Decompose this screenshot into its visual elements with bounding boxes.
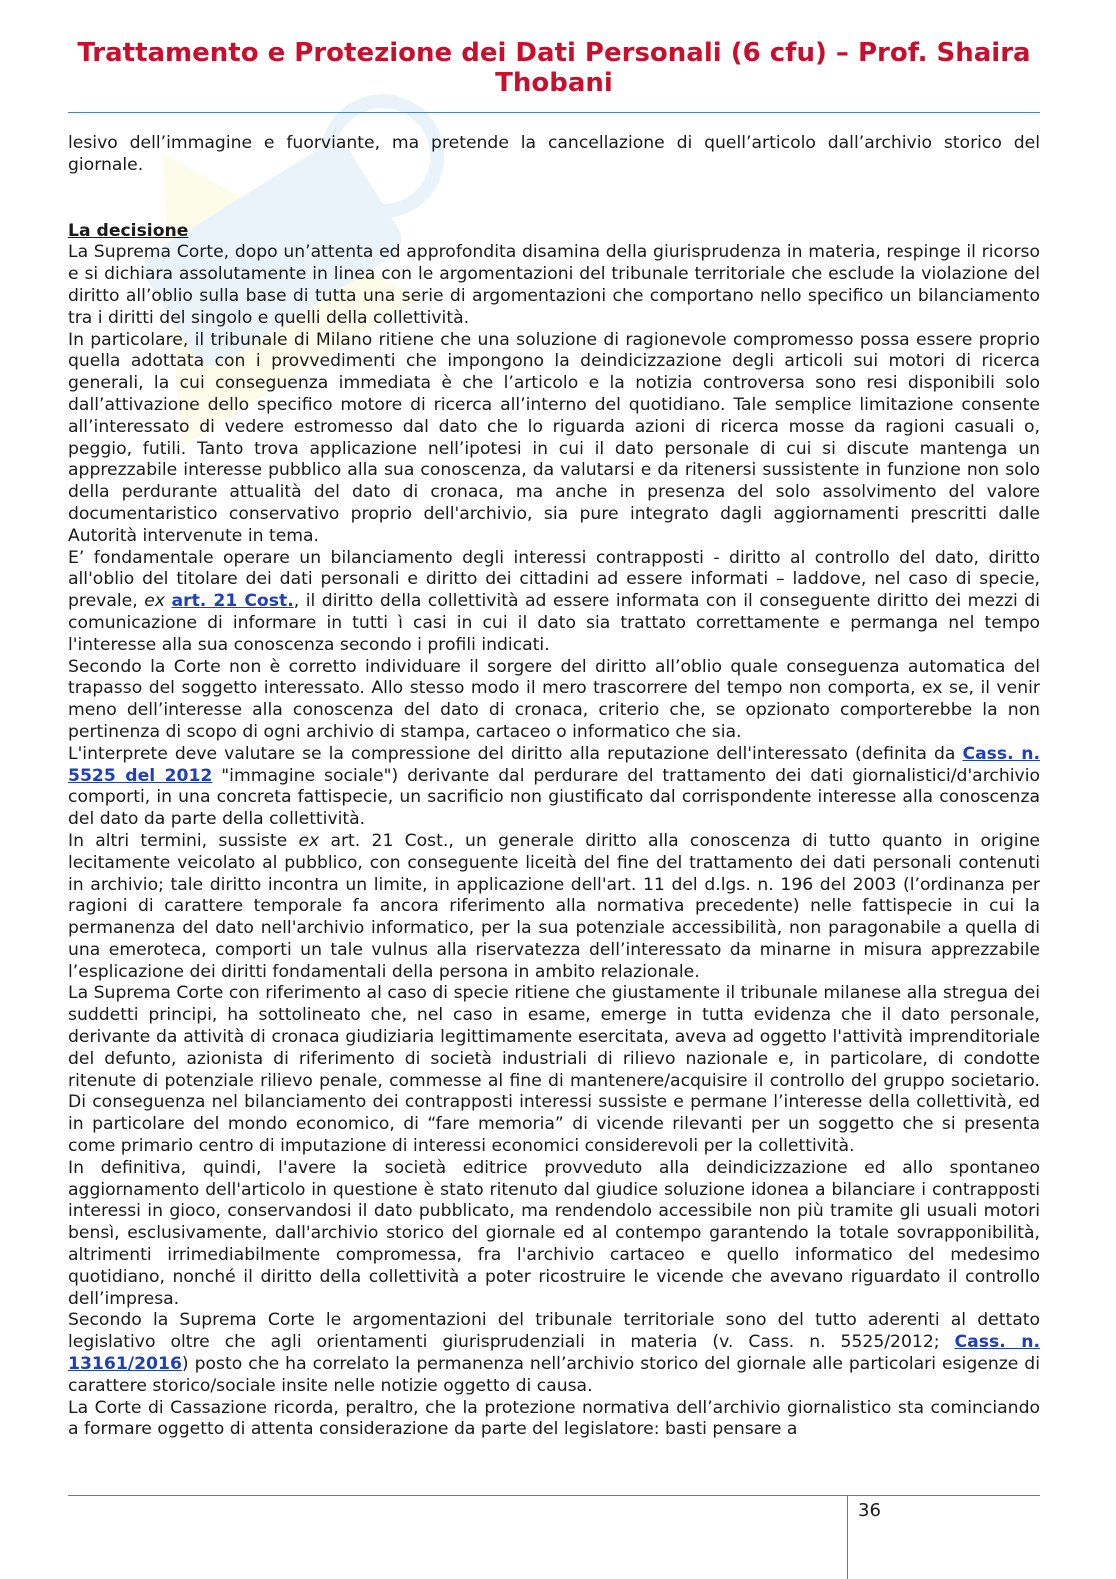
header-title-line-2: Thobani [495, 68, 613, 98]
paragraph-9-text-b: ) posto che ha correlato la permanenza nell’archivio storico del giornale alle particolari esigenze di carattere storico/sociale insite nelle notizie oggetto di causa. [68, 1354, 1040, 1396]
page-number-separator [847, 1495, 848, 1579]
paragraph-gap [68, 177, 1040, 221]
paragraph-intro: lesivo dell’immagine e fuorviante, ma pretende la cancellazione di quell’articolo dall’archivio storico del giornale. [68, 133, 1040, 175]
link-art-21-cost[interactable]: art. 21 Cost. [171, 591, 294, 612]
document-header [68, 38, 1040, 98]
paragraph-7: La Suprema Corte con riferimento al caso di specie ritiene che giustamente il tribunale milanese alla stregua dei suddetti principi, ha sottolineato che, nel caso in esame, emerge in tutta evidenza che il dato personale, derivante da attività di cronaca giudiziaria legittimamente esercitata, aveva ad oggetto l'attività imprenditoriale del defunto, azionista di riferimento di società industriali di rilievo nazionale e, in particolare, di condotte ritenute di potenziale rilievo penale, commesse al fine di mantenere/acquisire il controllo del gruppo societario. Di conseguenza nel bilanciamento dei contrapposti interessi sussiste e permane l’interesse della collettività, ed in particolare del mondo economico, di “fare memoria” di vicende rilevanti per un soggetto che si presenta come primario centro di imputazione di interessi economici considerevoli per la collettività. [68, 983, 1040, 1157]
link-cass-5525-2012[interactable]: Cass. n. 5525 del 2012 [68, 743, 1040, 786]
paragraph-3-ex: ex [144, 591, 165, 612]
link-cass-13161-2016[interactable]: Cass. n. 13161/2016 [68, 1332, 1040, 1375]
paragraph-6-text-b: art. 21 Cost., un generale diritto alla conoscenza di tutto quanto in origine lecitamente veicolato al pubblico, con conseguente liceità del fine del trattamento dei dati personali contenuti in archivio; tale diritto incontra un limite, in applicazione dell'art. 11 del d.lgs. n. 196 del 2003 (l’ordinanza per ragioni di carattere temporale fa ancora riferimento alla normativa precedente) nelle fattispecie in cui la permanenza del dato nell'archivio informatico, per la sua potenziale accessibilità, non paragonabile a quella di una emeroteca, comporti un tale vulnus alla riservatezza dell’interessato da minarne in misura apprezzabile l’esplicazione dei diritti fondamentali della persona in ambito relazionale. [68, 830, 1040, 982]
paragraph-1: La Suprema Corte, dopo un’attenta ed approfondita disamina della giurisprudenza in materia, respinge il ricorso e si dichiara assolutamente in linea con le argomentazioni del tribunale territoriale che esclude la violazione del diritto all’oblio sulla base di tutta una serie di argomentazioni che comportano nello specifico un bilanciamento tra i diritti del singolo e quelli della collettività. [68, 242, 1040, 328]
paragraph-5 [68, 744, 1040, 831]
paragraph-5-text-a: L'interprete deve valutare se la compressione del diritto alla reputazione dell'interessato (definita da [68, 743, 963, 764]
page-number: 36 [858, 1500, 881, 1521]
paragraph-3-text-a: E’ fondamentale operare un bilanciamento degli interessi contrapposti - diritto al controllo del dato, diritto all'oblio del titolare dei dati personali e diritto dei cittadini ad essere informati – laddove, nel caso di specie, prevale, [68, 547, 1040, 612]
paragraph-3-text-b: , il diritto della collettività ad essere informata con il conseguente diritto dei mezzi di comunicazione di informare in tutti ì casi in cui il dato sia trattato correttamente e permanga nel tempo l'interesse alla sua conoscenza secondo i profili indicati. [68, 591, 1041, 655]
paragraph-3 [68, 548, 1040, 657]
document-body [68, 133, 1040, 1441]
footer-divider [68, 1495, 1040, 1496]
header-divider [68, 112, 1040, 113]
paragraph-10: La Corte di Cassazione ricorda, peraltro, che la protezione normativa dell’archivio giornalistico sta cominciando a formare oggetto di attenta considerazione da parte del legislatore: basti pensare a [68, 1397, 1040, 1440]
paragraph-6-text-a: In altri termini, sussiste [68, 830, 299, 851]
paragraph-9-text-a: Secondo la Suprema Corte le argomentazioni del tribunale territoriale sono del tutto aderenti al dettato legislativo oltre che agli orientamenti giurisprudenziali in materia (v. Cass. n. 5525/2012; [68, 1310, 1040, 1353]
paragraph-8: In definitiva, quindi, l'avere la società editrice provveduto alla deindicizzazione ed allo spontaneo aggiornamento dell'articolo in questione è stato ritenuto dal giudice soluzione idonea a bilanciare i contrapposti interessi in gioco, conservandosi il dato pubblicato, ma rendendolo accessibile non più tramite gli usuali motori bensì, esclusivamente, dall'archivio storico del giornale ed al contempo garantendo la totale sovrapponibilità, altrimenti irrimediabilmente compromessa, fra l'archivio cartaceo e quello informatico del medesimo quotidiano, nonché il diritto della collettività a poter ricostruire le vicende che avevano riguardato il controllo dell’impresa. [68, 1157, 1040, 1309]
paragraph-5-text-b: "immagine sociale") derivante dal perdurare del trattamento dei dati giornalistici/d'archivio comporti, in una concreta fattispecie, un sacrificio non giustificato dal corrispondente interesse alla conoscenza del dato da parte della collettività. [68, 765, 1040, 830]
paragraph-2: In particolare, il tribunale di Milano ritiene che una soluzione di ragionevole compromesso possa essere proprio quella adottata con i provvedimenti che impongono la deindicizzazione degli articoli sui motori di ricerca generali, la cui conseguenza immediata è che l’articolo e la notizia controversa sono resi disponibili solo dall’attivazione dello specifico motore di ricerca all’interno del quotidiano. Tale semplice limitazione consente all’interessato di vedere estromesso dal dato che lo riguarda azioni di ricerca mosse da ragioni casuali o, peggio, futili. Tanto trova applicazione nell’ipotesi in cui il dato personale di cui si discute mantenga un apprezzabile interesse pubblico alla sua conoscenza, da valutarsi e da ritenersi sussistente in funzione non solo della perdurante attualità del dato di cronaca, ma anche in presenza del solo assolvimento del valore documentaristico conservativo proprio dell'archivio, sia pure integrato dagli aggiornamenti prescritti dalle Autorità intervenute in tema. [68, 329, 1040, 546]
paragraph-9 [68, 1310, 1040, 1397]
section-heading: La decisione [68, 220, 189, 241]
paragraph-6-ex: ex [298, 830, 320, 851]
paragraph-6 [68, 831, 1040, 984]
paragraph-4: Secondo la Corte non è corretto individuare il sorgere del diritto all’oblio quale conseguenza automatica del trapasso del soggetto interessato. Allo stesso modo il mero trascorrere del tempo non comporta, ex se, il venir meno dell’interesse alla conoscenza del dato di cronaca, criterio che, se opzionato comporterebbe la non pertinenza di scopo di ogni archivio di stampa, cartaceo o informatico che sia. [68, 656, 1040, 742]
header-title-line-1: Trattamento e Protezione dei Dati Personali (6 cfu) – Prof. Shaira [77, 38, 1031, 68]
